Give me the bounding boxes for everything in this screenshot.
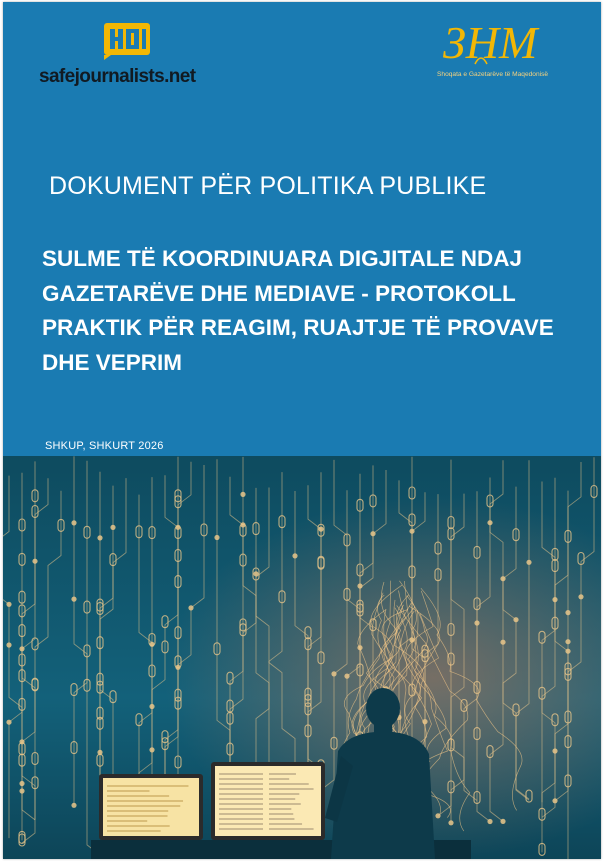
safejournalists-logo-icon [101, 20, 153, 60]
cover-header [3, 2, 601, 456]
right-monitor [211, 762, 325, 840]
association-caption: Shoqata e Gazetarëve të Maqedonisë [437, 71, 549, 78]
svg-text:ЗНМ: ЗНМ [443, 17, 538, 68]
place-date: SHKUP, SHKURT 2026 [45, 440, 164, 452]
znm-monogram-icon [441, 12, 553, 70]
left-monitor [99, 774, 203, 840]
safejournalists-logo [39, 18, 219, 90]
document-type-label: DOKUMENT PËR POLITIKA PUBLIKE [49, 172, 487, 200]
safejournalists-logo-text: safejournalists.net [39, 66, 196, 87]
document-title: SULME TË KOORDINUARA DIGJITALE NDAJ GAZETARËVE DHE MEDIAVE - PROTOKOLL PRAKTIK PËR REAGIM, RUAJTJE TË PROVAVE DHE VEPRIM [42, 246, 554, 375]
document-cover-page [3, 2, 601, 859]
journalists-association-logo [437, 12, 577, 86]
cover-illustration [3, 456, 601, 859]
